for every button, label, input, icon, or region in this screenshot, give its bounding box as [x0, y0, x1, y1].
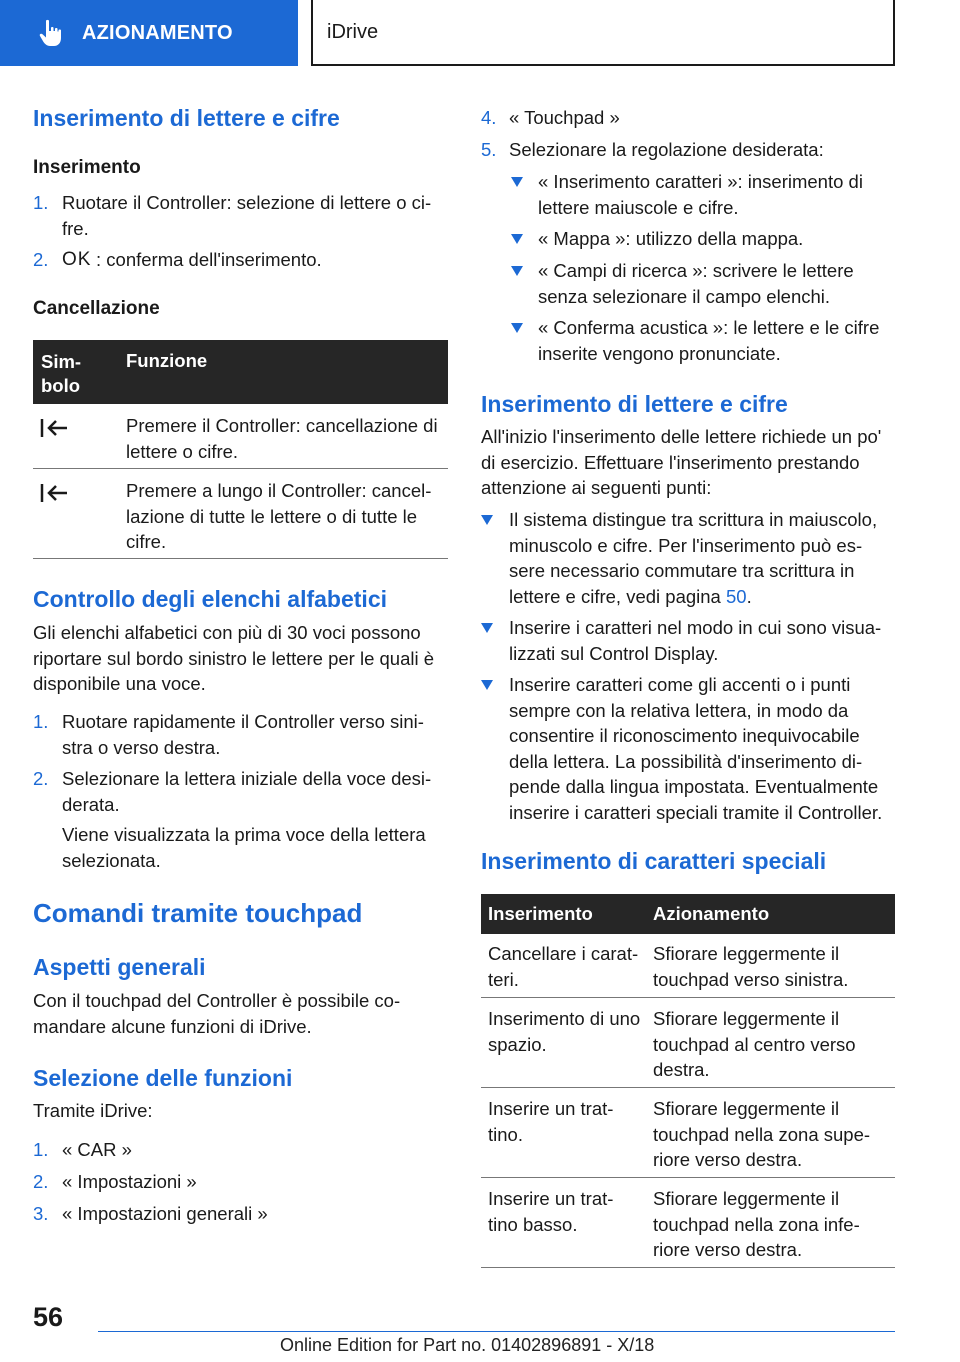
paragraph: Tramite iDrive:	[33, 1100, 153, 1121]
bullet-item	[511, 258, 895, 309]
table-cell: Cancellare i carat-teri.	[488, 943, 639, 990]
footer-edition: Online Edition for Part no. 01402896891 - X/18	[280, 1335, 655, 1355]
bullet-text: Inserire i caratteri nel modo in cui sono visua-lizzati sul Control Display.	[509, 617, 882, 664]
chapter-tab[interactable]	[0, 0, 298, 66]
bullet-text: Il sistema distingue tra scrittura in maiuscolo, minuscolo e cifre. Per l'inserimento può es-sere necessario commutare tra scrittura in lettere e cifre, vedi pagina	[509, 509, 878, 607]
list-number: 1.	[33, 192, 49, 213]
list-item	[481, 105, 895, 131]
table-cell: Sfiorare leggermente il touchpad al centro verso destra.	[653, 1008, 856, 1080]
table-header-function: Funzione	[126, 350, 208, 371]
section-tab-label: iDrive	[327, 20, 379, 43]
bullet-text: « Campi di ricerca »: scrivere le lettere senza selezionare il campo elenchi.	[538, 260, 854, 307]
list-note: Viene visualizzata la prima voce della lettera selezionata.	[62, 824, 426, 871]
chapter-tab-label: AZIONAMENTO	[82, 21, 233, 44]
page-number: 56	[33, 1302, 64, 1332]
triangle-bullet-icon	[481, 515, 493, 525]
table-divider	[33, 558, 448, 559]
table-divider	[481, 1177, 895, 1178]
table-header-input: Inserimento	[488, 903, 593, 924]
list-number: 2.	[33, 249, 49, 270]
bullet-item	[481, 672, 895, 825]
table-header	[481, 894, 895, 934]
list-item	[33, 1169, 443, 1195]
triangle-bullet-icon	[511, 234, 523, 244]
table-header-symbol: Sim-bolo	[41, 351, 82, 396]
list-item	[33, 190, 443, 241]
list-text: « CAR »	[62, 1139, 132, 1160]
table-cell: Inserire un trat-tino basso.	[488, 1188, 614, 1235]
list-number: 4.	[481, 107, 497, 128]
list-text: Selezionare la lettera iniziale della voce desi-derata.	[62, 768, 432, 815]
list-item	[481, 137, 895, 163]
paragraph: Con il touchpad del Controller è possibile co-mandare alcune funzioni di iDrive.	[33, 990, 401, 1037]
heading-selezione-funzioni: Selezione delle funzioni	[33, 1065, 293, 1091]
list-text: Selezionare la regolazione desiderata:	[509, 139, 824, 160]
table-header	[33, 340, 448, 404]
triangle-bullet-icon	[511, 323, 523, 333]
bullet-text: « Conferma acustica »: le lettere e le cifre inserite vengono pronunciate.	[538, 317, 880, 364]
heading-elenchi-alfabetici: Controllo degli elenchi alfabetici	[33, 586, 387, 612]
table-divider	[481, 1087, 895, 1088]
bullet-item	[511, 315, 895, 366]
heading-lettere-cifre: Inserimento di lettere e cifre	[33, 105, 340, 131]
list-text: Ruotare rapidamente il Controller verso sini-stra o verso destra.	[62, 711, 424, 758]
triangle-bullet-icon	[481, 623, 493, 633]
heading-lettere-cifre-2: Inserimento di lettere e cifre	[481, 391, 788, 417]
list-number: 2.	[33, 1171, 49, 1192]
table-cell: Inserire un trat-tino.	[488, 1098, 614, 1145]
table-cell: Premere il Controller: cancellazione di lettere o cifre.	[126, 415, 438, 462]
list-item	[33, 1201, 443, 1227]
bullet-item	[511, 226, 895, 252]
page-link[interactable]: 50	[726, 585, 747, 607]
triangle-bullet-icon	[511, 177, 523, 187]
list-item	[33, 247, 443, 273]
list-item	[33, 766, 443, 817]
table-cell: Sfiorare leggermente il touchpad nella zona infe-riore verso destra.	[653, 1188, 860, 1260]
heading-touchpad: Comandi tramite touchpad	[33, 898, 363, 928]
subheading-cancellazione: Cancellazione	[33, 298, 160, 319]
section-tab[interactable]	[311, 0, 895, 66]
table-divider	[33, 468, 448, 469]
list-text: Ruotare il Controller: selezione di lettere o ci-fre.	[62, 192, 432, 239]
bullet-text: Inserire caratteri come gli accenti o i punti sempre con la relativa lettera, in modo da consentire il riconoscimento inequivocabile della lettera. La possibilità d'inserimento di-pende dalla lingua impostata. Eventualmente inserire i caratteri speciali tramite il Controller.	[509, 674, 883, 823]
table-divider	[481, 1267, 895, 1268]
page-header	[0, 0, 960, 66]
bullet-item	[481, 507, 895, 609]
heading-caratteri-speciali: Inserimento di caratteri speciali	[481, 848, 827, 874]
table-cell: Sfiorare leggermente il touchpad nella zona supe-riore verso destra.	[653, 1098, 871, 1170]
footer-divider	[98, 1331, 895, 1332]
backspace-icon	[39, 481, 69, 505]
bullet-text-end: .	[746, 585, 752, 607]
list-number: 2.	[33, 768, 49, 789]
list-number: 5.	[481, 139, 497, 160]
bullet-item	[481, 615, 895, 666]
bullet-item	[511, 169, 895, 220]
triangle-bullet-icon	[481, 680, 493, 690]
table-cell: Sfiorare leggermente il touchpad verso sinistra.	[653, 943, 849, 990]
table-cell: Premere a lungo il Controller: cancel-lazione di tutte le lettere o di tutte le cifre.	[126, 480, 432, 552]
list-text: « Impostazioni generali »	[62, 1203, 268, 1224]
list-number: 1.	[33, 1139, 49, 1160]
table-header-action: Azionamento	[653, 903, 770, 924]
list-number: 3.	[33, 1203, 49, 1224]
bullet-text: « Mappa »: utilizzo della mappa.	[538, 228, 804, 249]
list-item	[33, 709, 443, 760]
paragraph: All'inizio l'inserimento delle lettere richiede un po' di esercizio. Effettuare l'inserimento prestando attenzione ai seguenti punti:	[481, 426, 882, 498]
list-text: « Touchpad »	[509, 107, 620, 128]
table-cell: Inserimento di uno spazio.	[488, 1008, 641, 1055]
hand-pointer-icon	[36, 18, 66, 48]
subheading-inserimento: Inserimento	[33, 157, 141, 178]
heading-aspetti-generali: Aspetti generali	[33, 954, 206, 980]
table-divider	[481, 997, 895, 998]
list-number: 1.	[33, 711, 49, 732]
triangle-bullet-icon	[511, 266, 523, 276]
list-text: : conferma dell'inserimento.	[96, 249, 322, 270]
bullet-text: « Inserimento caratteri »: inserimento di lettere maiuscole e cifre.	[538, 171, 863, 218]
list-item	[33, 1137, 443, 1163]
list-text: « Impostazioni »	[62, 1171, 197, 1192]
backspace-icon	[39, 416, 69, 440]
paragraph: Gli elenchi alfabetici con più di 30 voci possono riportare sul bordo sinistro le lettere per le quali è disponibile una voce.	[33, 622, 435, 694]
ok-button-icon: OK	[62, 249, 92, 270]
